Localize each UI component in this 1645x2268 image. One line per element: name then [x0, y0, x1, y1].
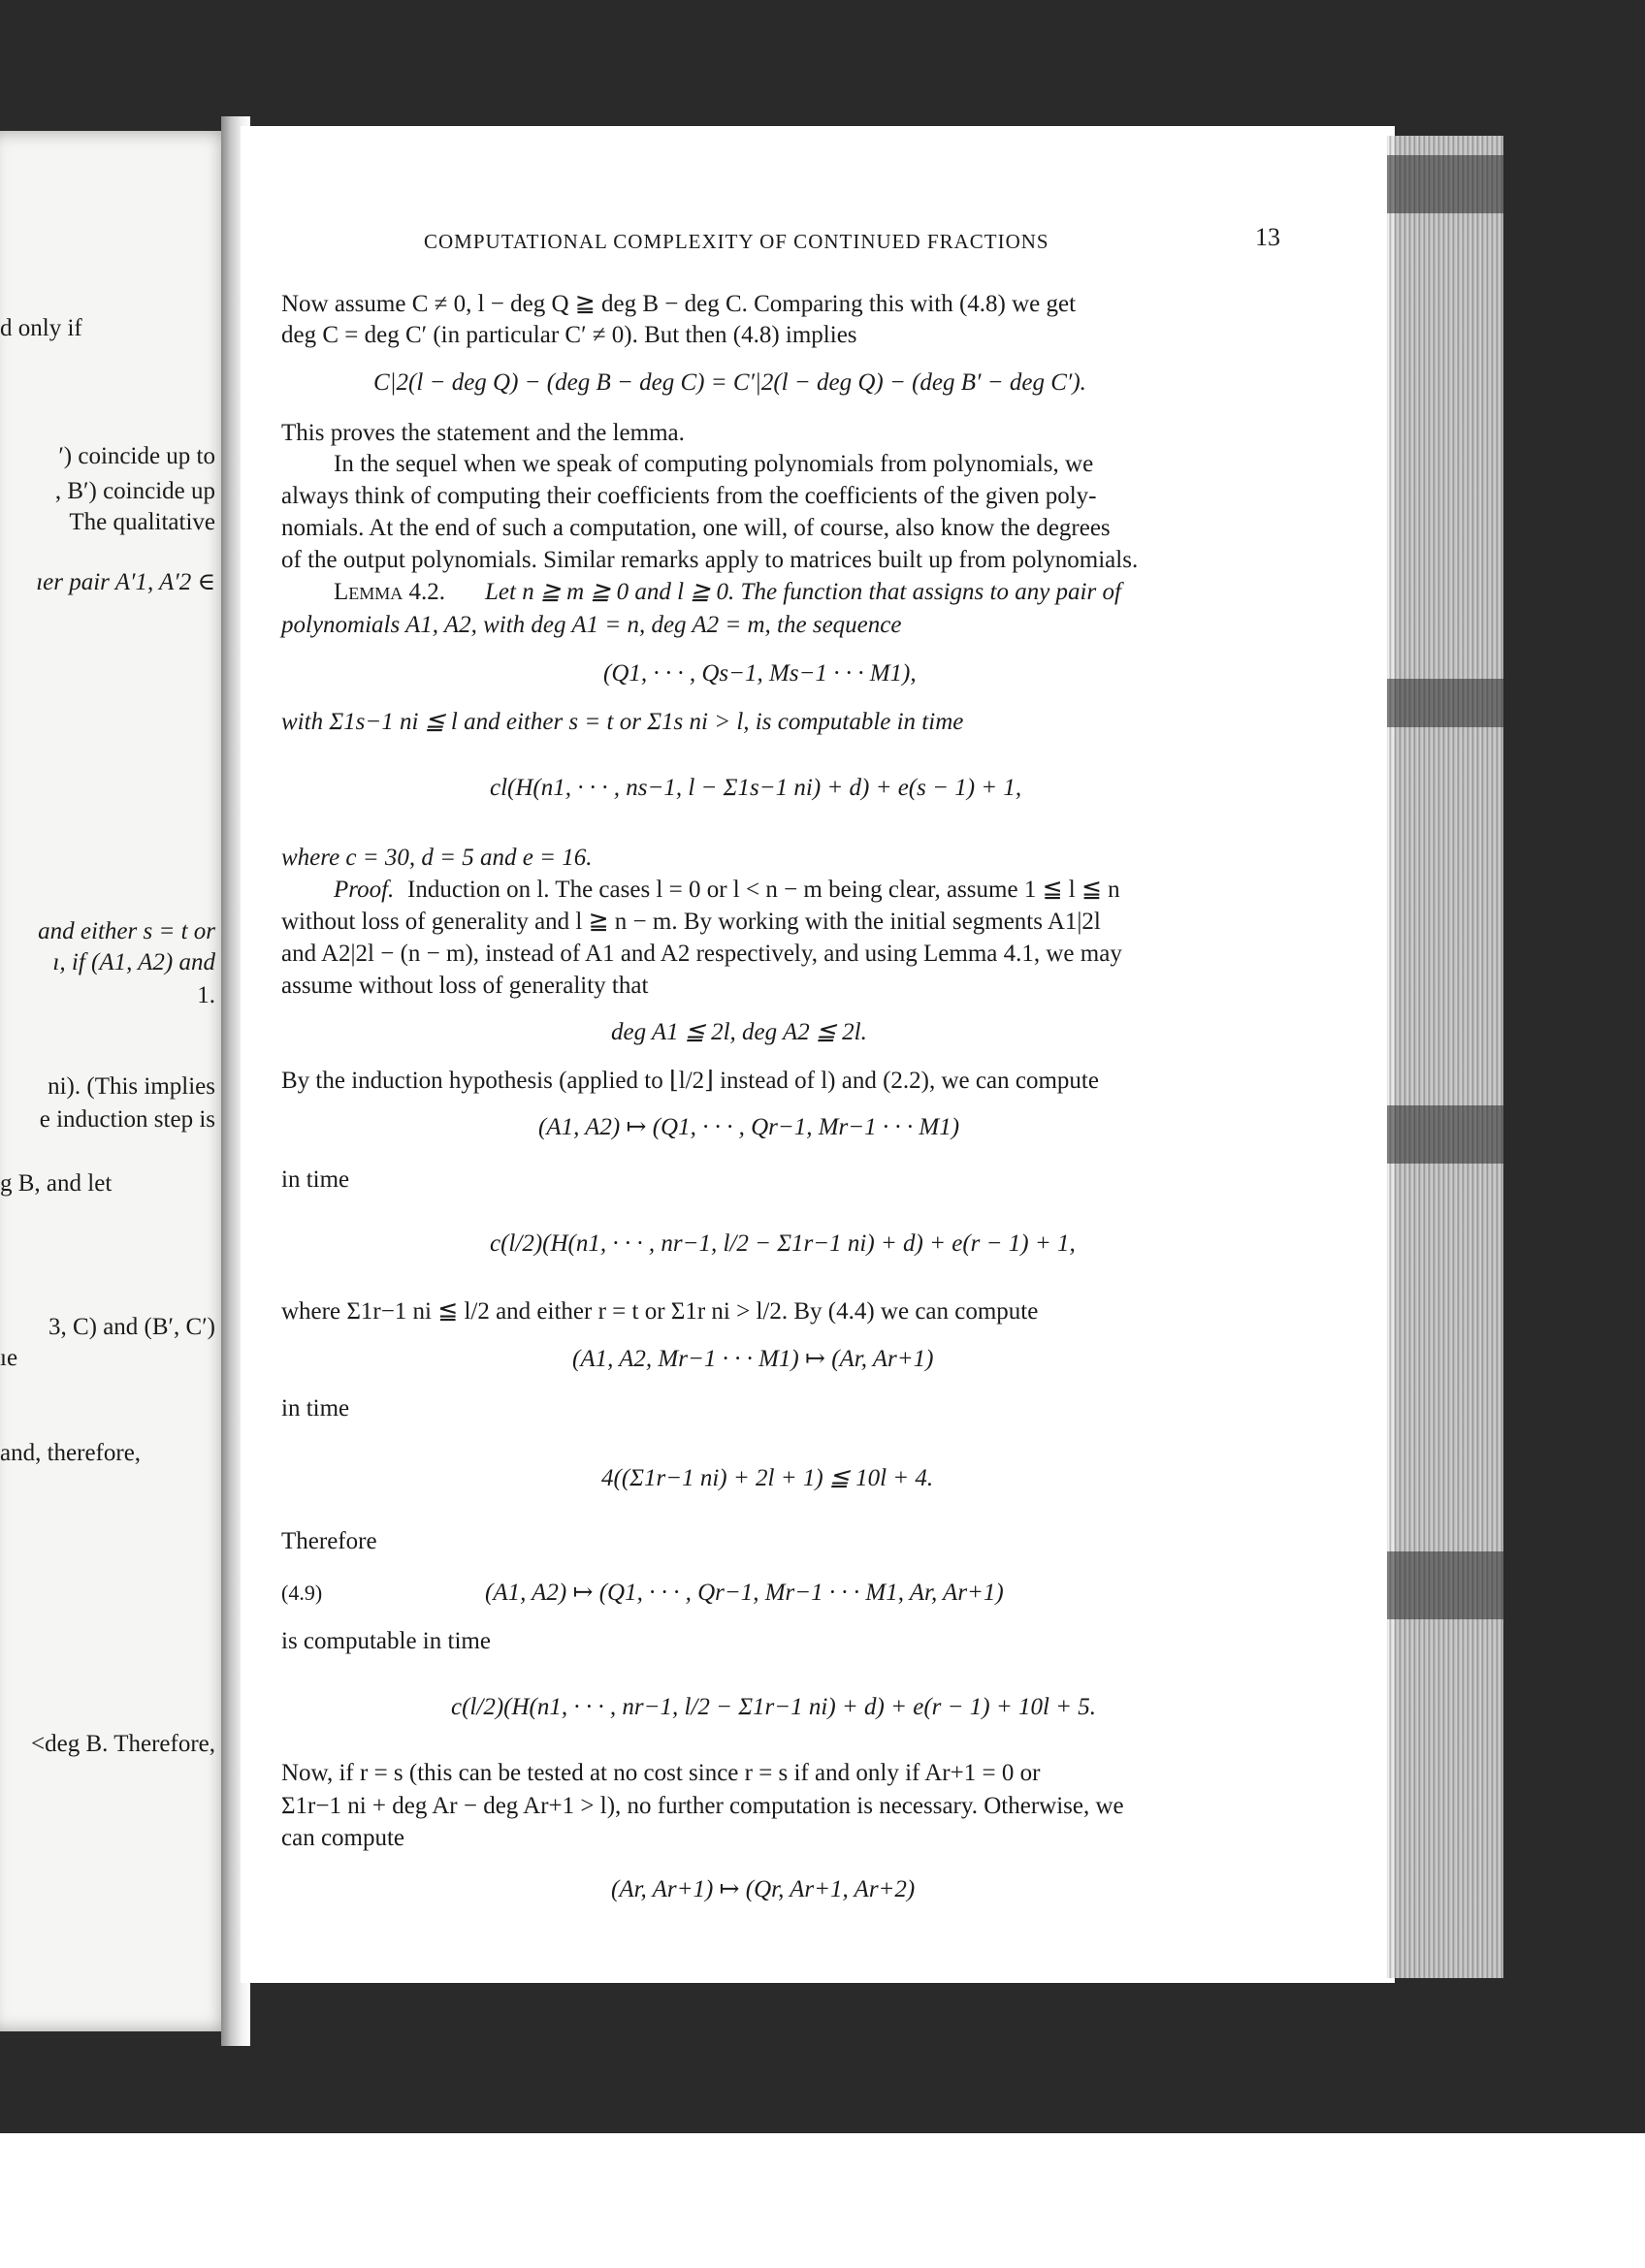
proof-label: Proof. — [334, 877, 395, 903]
edge-shadow-band — [1387, 1105, 1503, 1164]
display-equation: (A1, A2) ↦ (Q1, · · · , Qr−1, Mr−1 · · · M1, Ar, Ar+1) — [485, 1580, 1004, 1606]
display-equation: c(l/2)(H(n1, · · · , nr−1, l/2 − Σ1r−1 ni) + d) + e(r − 1) + 10l + 5. — [451, 1694, 1097, 1720]
text-line: in time — [281, 1166, 350, 1193]
display-equation: cl(H(n1, · · · , ns−1, l − Σ1s−1 ni) + d) + e(s − 1) + 1, — [490, 775, 1022, 801]
scan-bottom-margin — [0, 2133, 1645, 2268]
equation-label: (4.9) — [281, 1581, 323, 1605]
page-number: 13 — [1255, 223, 1280, 251]
left-fragment: ni). (This implies — [48, 1073, 215, 1100]
left-fragment: ıer pair A′1, A′2 ∈ — [36, 569, 215, 595]
text-line: By the induction hypothesis (applied to ⌊l/2⌋ instead of l) and (2.2), we can compute — [281, 1068, 1099, 1094]
left-fragment: The qualitative — [69, 509, 215, 535]
text-line: nomials. At the end of such a computation, one will, of course, also know the degrees — [281, 515, 1111, 541]
left-page — [0, 131, 233, 2031]
left-fragment: d only if — [0, 315, 82, 341]
text-line: Now, if r = s (this can be tested at no cost since r = s if and only if Ar+1 = 0 or — [281, 1760, 1041, 1786]
display-equation: (Q1, · · · , Qs−1, Ms−1 · · · M1), — [603, 660, 917, 687]
edge-shadow-band — [1387, 1551, 1503, 1619]
display-equation: (A1, A2) ↦ (Q1, · · · , Qr−1, Mr−1 · · · M1) — [538, 1114, 960, 1140]
display-equation: 4((Σ1r−1 ni) + 2l + 1) ≦ 10l + 4. — [601, 1465, 934, 1491]
text-line: is computable in time — [281, 1628, 491, 1654]
text-line: and A2|2l − (n − m), instead of A1 and A2 respectively, and using Lemma 4.1, we may — [281, 941, 1122, 967]
display-equation: (A1, A2, Mr−1 · · · M1) ↦ (Ar, Ar+1) — [572, 1346, 934, 1372]
page-edges — [1387, 136, 1503, 1978]
text-line: where Σ1r−1 ni ≦ l/2 and either r = t or Σ1r ni > l/2. By (4.4) we can compute — [281, 1298, 1039, 1325]
left-fragment: 3, C) and (B′, C′) — [48, 1314, 215, 1340]
text-line: in time — [281, 1395, 350, 1421]
display-equation: deg A1 ≦ 2l, deg A2 ≦ 2l. — [611, 1019, 867, 1045]
text-line: Now assume C ≠ 0, l − deg Q ≧ deg B − deg C. Comparing this with (4.8) we get — [281, 291, 1077, 317]
text-line: assume without loss of generality that — [281, 973, 649, 999]
text-line: deg C = deg C′ (in particular C′ ≠ 0). But then (4.8) implies — [281, 322, 857, 348]
left-fragment: ı, if (A1, A2) and — [52, 949, 215, 975]
text-line: Induction on l. The cases l = 0 or l < n − m being clear, assume 1 ≦ l ≦ n — [407, 877, 1120, 903]
edge-shadow-band — [1387, 679, 1503, 727]
left-fragment: and either s = t or — [38, 918, 215, 944]
text-line: of the output polynomials. Similar remarks apply to matrices built up from polynomials. — [281, 547, 1139, 573]
running-header: COMPUTATIONAL COMPLEXITY OF CONTINUED FRACTIONS — [424, 230, 1049, 253]
left-fragment: g B, and let — [0, 1170, 113, 1197]
text-line: Σ1r−1 ni + deg Ar − deg Ar+1 > l), no further computation is necessary. Otherwise, we — [281, 1793, 1124, 1819]
text-line: can compute — [281, 1825, 405, 1851]
left-fragment: 1. — [197, 982, 215, 1008]
text-line: without loss of generality and l ≧ n − m. By working with the initial segments A1|2l — [281, 909, 1101, 935]
text-line: This proves the statement and the lemma. — [281, 420, 685, 446]
left-fragment: <deg B. Therefore, — [31, 1731, 215, 1757]
text-line: Therefore — [281, 1528, 377, 1554]
left-fragment: ′) coincide up to — [58, 443, 215, 469]
text-line: where c = 30, d = 5 and e = 16. — [281, 845, 593, 871]
lemma-statement: Let n ≧ m ≧ 0 and l ≧ 0. The function that assigns to any pair of — [485, 579, 1121, 605]
display-equation: C|2(l − deg Q) − (deg B − deg C) = C′|2(l − deg Q) − (deg B′ − deg C′). — [373, 369, 1086, 396]
display-equation: c(l/2)(H(n1, · · · , nr−1, l/2 − Σ1r−1 ni) + d) + e(r − 1) + 1, — [490, 1230, 1076, 1257]
text-line: polynomials A1, A2, with deg A1 = n, deg A2 = m, the sequence — [281, 612, 902, 638]
left-fragment: , B′) coincide up — [54, 478, 215, 504]
left-fragment: e induction step is — [39, 1106, 215, 1133]
display-equation: (Ar, Ar+1) ↦ (Qr, Ar+1, Ar+2) — [611, 1876, 916, 1902]
edge-shadow-band — [1387, 155, 1503, 213]
lemma-heading: Lemma 4.2. — [334, 579, 446, 605]
text-line: always think of computing their coefficients from the coefficients of the given poly- — [281, 483, 1097, 509]
left-fragment: and, therefore, — [0, 1440, 142, 1466]
left-fragment: ıe — [0, 1345, 18, 1371]
text-line: with Σ1s−1 ni ≦ l and either s = t or Σ1s ni > l, is computable in time — [281, 709, 964, 735]
text-line: In the sequel when we speak of computing polynomials from polynomials, we — [334, 451, 1094, 477]
